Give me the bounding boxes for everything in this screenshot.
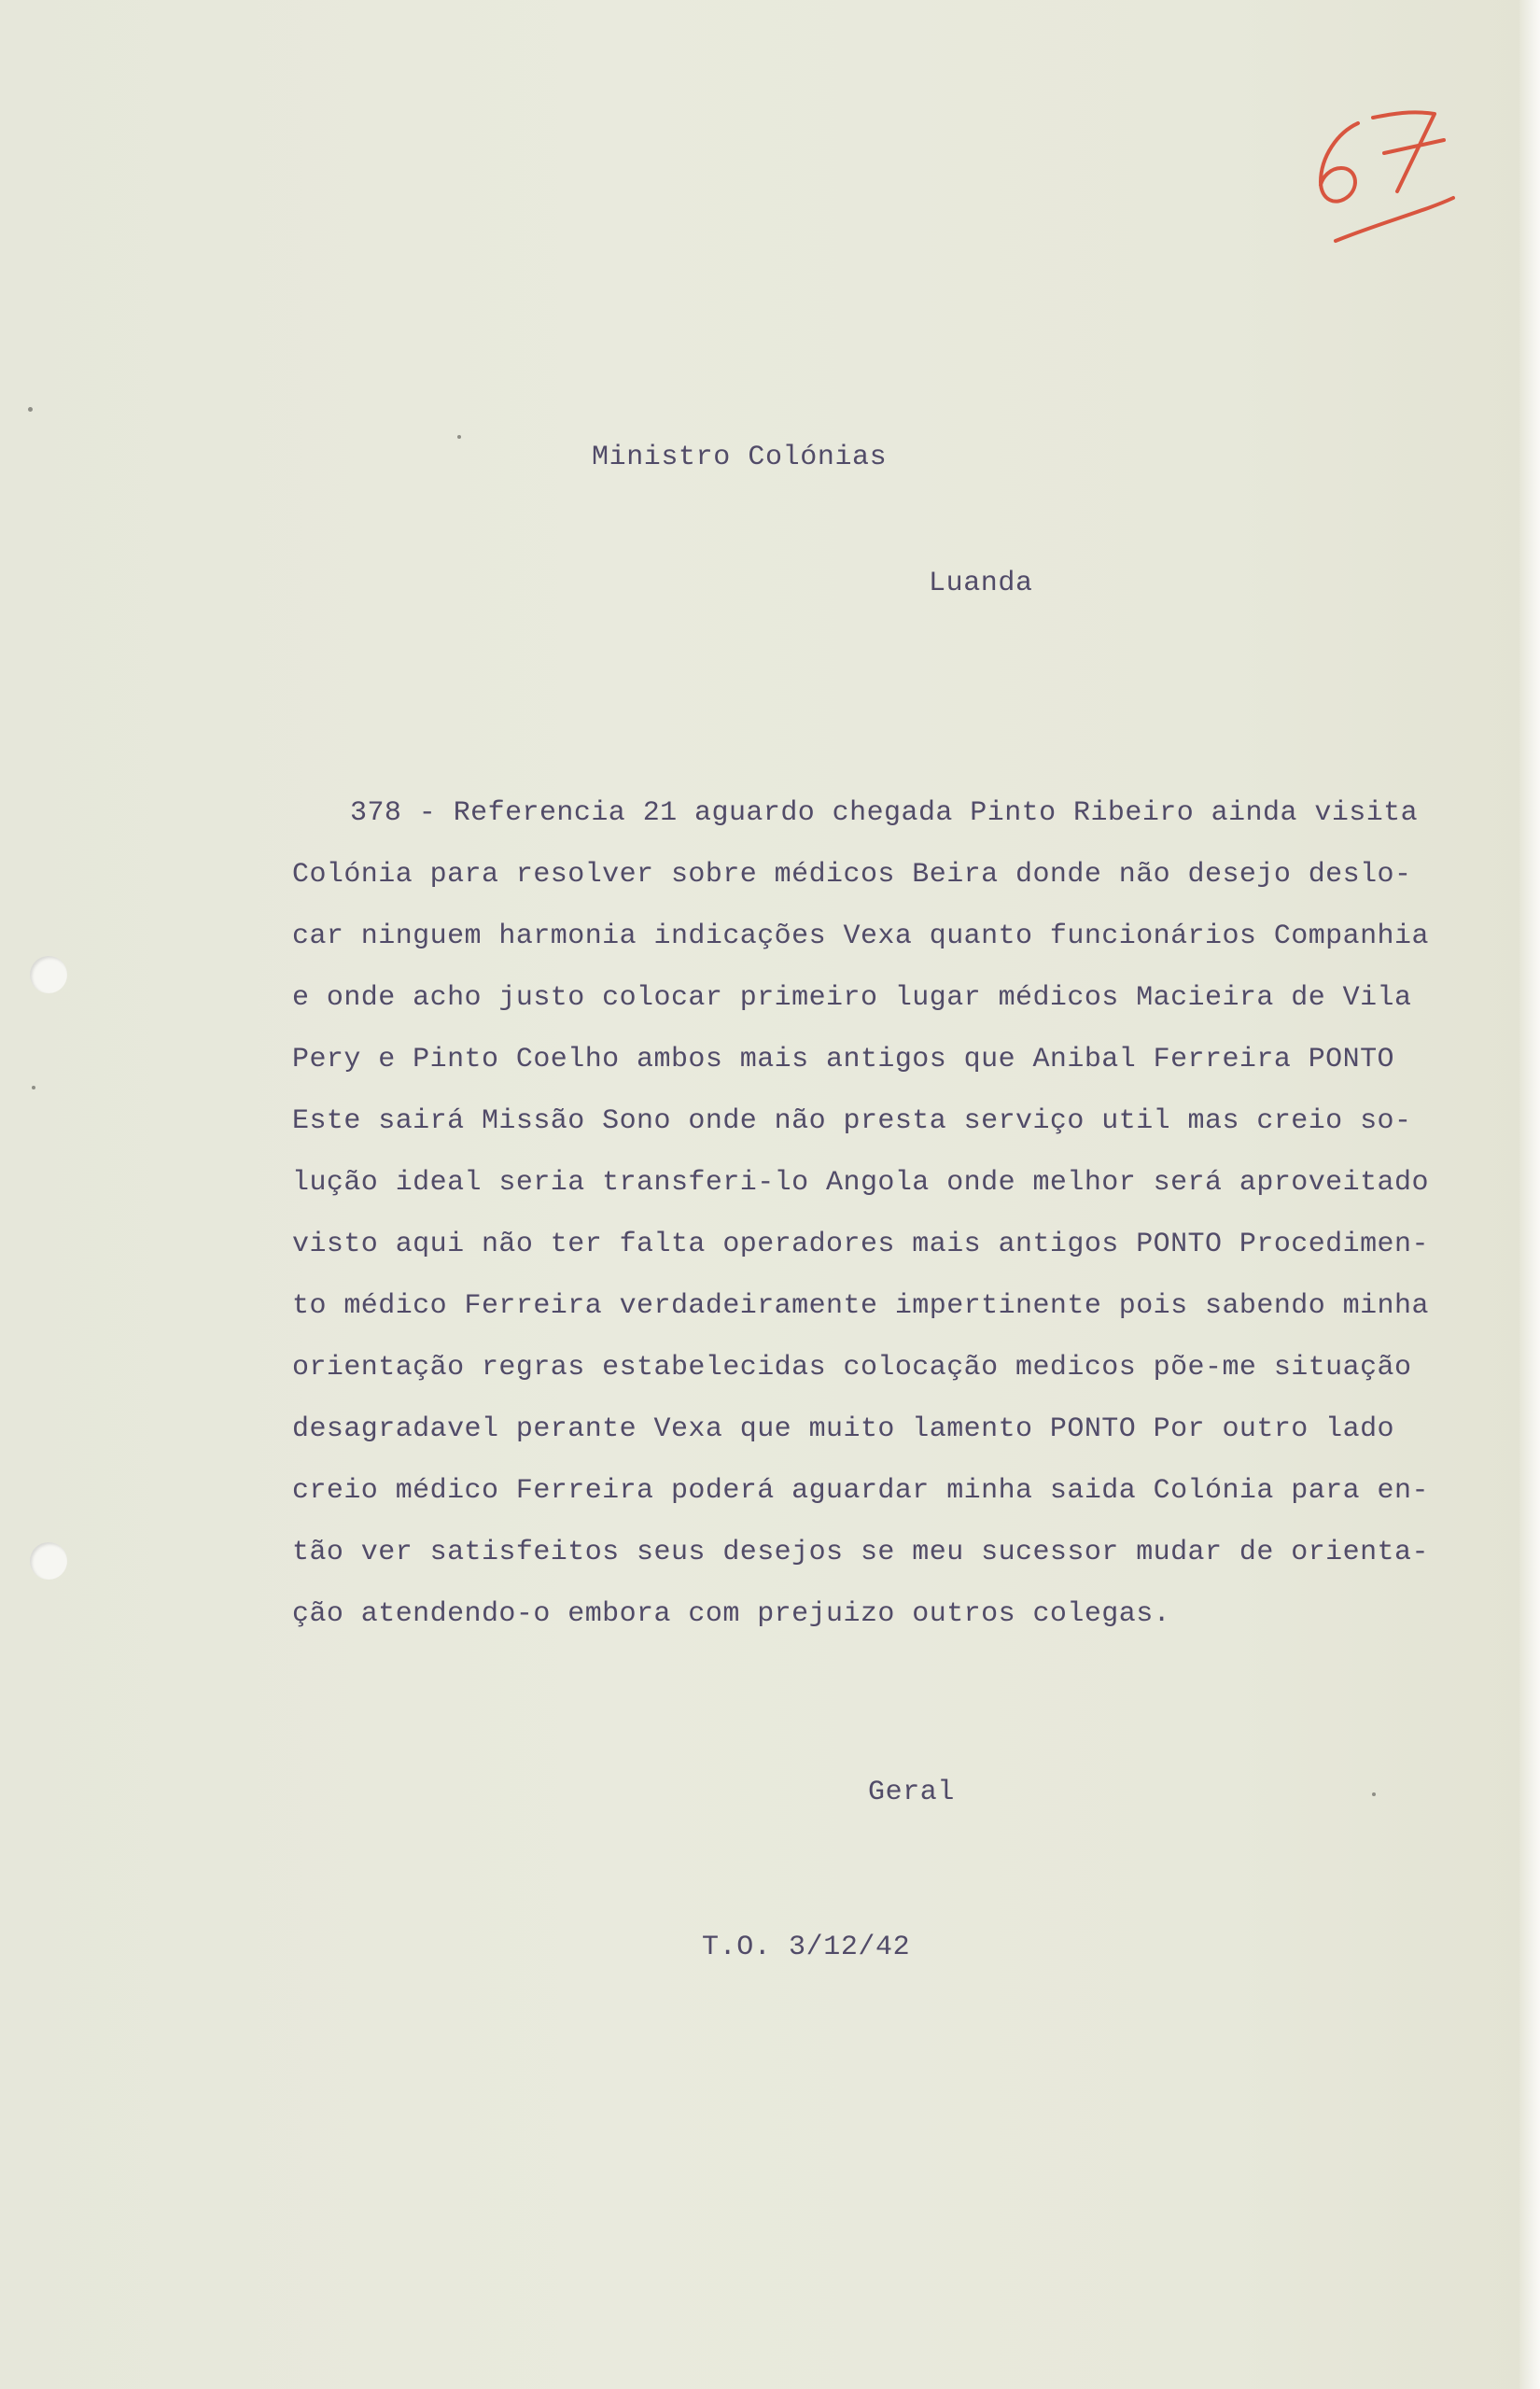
body-line: ção atendendo-o embora com prejuizo outros colegas. — [292, 1598, 1171, 1630]
body-line: tão ver satisfeitos seus desejos se meu sucessor mudar de orienta- — [292, 1537, 1429, 1568]
body-line: e onde acho justo colocar primeiro lugar médicos Macieira de Vila — [292, 982, 1412, 1014]
paper-speck — [457, 435, 461, 439]
city-line: Luanda — [929, 568, 1033, 599]
body-line: lução ideal seria transferi-lo Angola onde melhor será aproveitado — [292, 1167, 1429, 1199]
punch-hole — [30, 1542, 67, 1580]
sender-signature: Geral — [868, 1777, 956, 1808]
telegram-body — [292, 782, 1524, 1645]
body-line: creio médico Ferreira poderá aguardar minha saida Colónia para en- — [292, 1475, 1429, 1507]
paper-speck — [28, 407, 33, 412]
body-line: Pery e Pinto Coelho ambos mais antigos que Anibal Ferreira PONTO — [292, 1044, 1394, 1075]
body-line: Este sairá Missão Sono onde não presta serviço util mas creio so- — [292, 1105, 1412, 1137]
punch-hole — [30, 956, 67, 993]
body-line: orientação regras estabelecidas colocação medicos põe-me situação — [292, 1352, 1412, 1384]
paper-edge — [1519, 0, 1540, 2389]
body-line: 378 - Referencia 21 aguardo chegada Pinto Ribeiro ainda visita — [350, 797, 1419, 829]
page-number-annotation — [1302, 103, 1461, 252]
paper-speck — [1372, 1792, 1376, 1796]
body-line: to médico Ferreira verdadeiramente impertinente pois sabendo minha — [292, 1290, 1429, 1322]
paper-speck — [32, 1086, 35, 1089]
addressee-line: Ministro Colónias — [592, 442, 888, 473]
body-line: visto aqui não ter falta operadores mais antigos PONTO Procedimen- — [292, 1229, 1429, 1260]
body-line: Colónia para resolver sobre médicos Beira donde não desejo deslo- — [292, 859, 1412, 891]
body-line: desagradavel perante Vexa que muito lamento PONTO Por outro lado — [292, 1413, 1394, 1445]
telegram-reference: T.O. 3/12/42 — [702, 1932, 911, 1963]
body-line: car ninguem harmonia indicações Vexa quanto funcionários Companhia — [292, 920, 1429, 952]
